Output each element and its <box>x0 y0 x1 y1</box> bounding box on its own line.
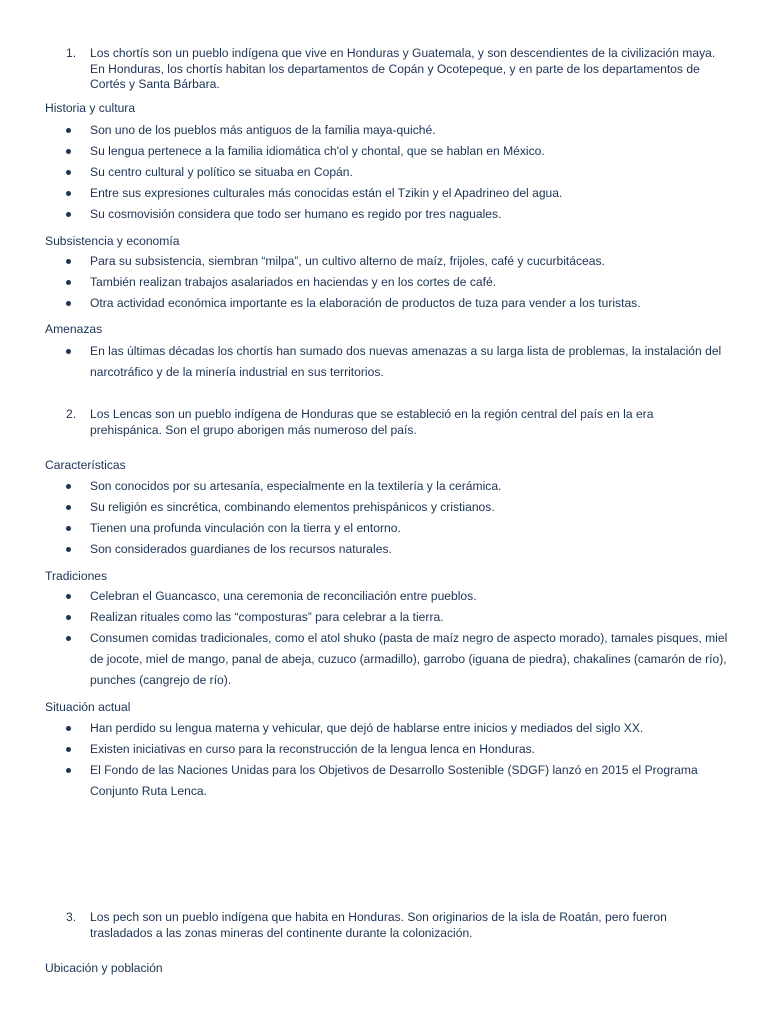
numbered-item-lencas <box>66 407 728 438</box>
heading-caracteristicas: Características <box>45 458 126 472</box>
list-item <box>64 760 728 802</box>
list-item-text: También realizan trabajos asalariados en haciendas y en los cortes de café. <box>90 275 497 289</box>
list-item <box>64 739 728 760</box>
item-text: Los Lencas son un pueblo indígena de Honduras que se estableció en la región central del país en la era prehispánica. Son el grupo aborigen más numeroso del país. <box>90 407 654 437</box>
bullet-icon <box>66 594 71 599</box>
list-item-text: Entre sus expresiones culturales más conocidas están el Tzikin y el Apadrineo del agua. <box>90 186 563 200</box>
bullet-icon <box>66 280 71 285</box>
list-item-text: Su centro cultural y político se situaba en Copán. <box>90 165 353 179</box>
list-item-text: Son conocidos por su artesanía, especialmente en la textilería y la cerámica. <box>90 479 502 493</box>
list-item <box>64 718 728 739</box>
list-item <box>64 293 728 314</box>
bullet-list-amenazas <box>64 341 728 383</box>
bullet-icon <box>66 505 71 510</box>
list-item-text: Su cosmovisión considera que todo ser humano es regido por tres naguales. <box>90 207 502 221</box>
bullet-list-situacion <box>64 718 728 802</box>
list-item <box>64 497 728 518</box>
list-item-text: El Fondo de las Naciones Unidas para los Objetivos de Desarrollo Sostenible (SDGF) lanzó en 2015 el Programa Conjunto Ruta Lenca. <box>90 763 698 798</box>
heading-situacion-actual: Situación actual <box>45 700 131 714</box>
heading-amenazas: Amenazas <box>45 322 103 336</box>
list-item-text: Son considerados guardianes de los recursos naturales. <box>90 542 392 556</box>
bullet-icon <box>66 484 71 489</box>
bullet-icon <box>66 128 71 133</box>
list-item-text: Para su subsistencia, siembran “milpa”, un cultivo alterno de maíz, frijoles, café y cucurbitáceas. <box>90 254 605 268</box>
list-item <box>64 272 728 293</box>
heading-subsistencia-y-economia: Subsistencia y economía <box>45 234 180 248</box>
bullet-icon <box>66 301 71 306</box>
bullet-icon <box>66 349 71 354</box>
list-item <box>64 518 728 539</box>
list-item-text: Realizan rituales como las “composturas” para celebrar a la tierra. <box>90 610 444 624</box>
bullet-list-tradiciones <box>64 586 728 691</box>
list-item <box>64 183 728 204</box>
list-item-text: Su religión es sincrética, combinando elementos prehispánicos y cristianos. <box>90 500 495 514</box>
list-item <box>64 628 728 691</box>
bullet-icon <box>66 149 71 154</box>
list-item <box>64 586 728 607</box>
bullet-list-historia <box>64 120 728 225</box>
list-item-text: Consumen comidas tradicionales, como el atol shuko (pasta de maíz negro de aspecto morado), tamales pisques, miel de jocote, miel de mango, panal de abeja, cuzuco (armadillo), garrobo (iguana de piedra), chakalines (camarón de río), punches (cangrejo de río). <box>90 631 728 687</box>
bullet-icon <box>66 636 71 641</box>
item-number: 1. <box>66 46 77 60</box>
bullet-icon <box>66 191 71 196</box>
list-item-text: Son uno de los pueblos más antiguos de la familia maya-quiché. <box>90 123 436 137</box>
list-item-text: Tienen una profunda vinculación con la tierra y el entorno. <box>90 521 401 535</box>
bullet-list-subsistencia <box>64 251 728 314</box>
list-item-text: En las últimas décadas los chortís han sumado dos nuevas amenazas a su larga lista de problemas, la instalación del narcotráfico y de la minería industrial en sus territorios. <box>90 344 722 379</box>
list-item <box>64 476 728 497</box>
bullet-icon <box>66 259 71 264</box>
bullet-icon <box>66 170 71 175</box>
bullet-icon <box>66 726 71 731</box>
bullet-icon <box>66 526 71 531</box>
item-text: Los chortís son un pueblo indígena que vive en Honduras y Guatemala, y son descendientes de la civilización maya. En Honduras, los chortís habitan los departamentos de Copán y Ocotepeque, y en parte de los departamentos de Cortés y Santa Bárbara. <box>90 46 716 91</box>
list-item-text: Han perdido su lengua materna y vehicular, que dejó de hablarse entre inicios y mediados del siglo XX. <box>90 721 644 735</box>
numbered-item-chortis <box>66 46 728 93</box>
bullet-icon <box>66 547 71 552</box>
bullet-list-caracteristicas <box>64 476 728 560</box>
bullet-icon <box>66 212 71 217</box>
heading-historia-y-cultura: Historia y cultura <box>45 101 136 115</box>
list-item-text: Celebran el Guancasco, una ceremonia de reconciliación entre pueblos. <box>90 589 477 603</box>
list-item <box>64 539 728 560</box>
bullet-icon <box>66 747 71 752</box>
list-item-text: Existen iniciativas en curso para la reconstrucción de la lengua lenca en Honduras. <box>90 742 536 756</box>
item-number: 2. <box>66 407 77 421</box>
list-item <box>64 162 728 183</box>
numbered-item-pech <box>66 910 728 941</box>
list-item <box>64 120 728 141</box>
list-item <box>64 341 728 383</box>
list-item <box>64 607 728 628</box>
bullet-icon <box>66 615 71 620</box>
item-text: Los pech son un pueblo indígena que habita en Honduras. Son originarios de la isla de Roatán, pero fueron trasladados a las zonas mineras del continente durante la colonización. <box>90 910 667 940</box>
heading-ubicacion-y-poblacion: Ubicación y población <box>45 961 163 975</box>
list-item <box>64 141 728 162</box>
list-item-text: Otra actividad económica importante es la elaboración de productos de tuza para vender a los turistas. <box>90 296 641 310</box>
item-number: 3. <box>66 910 77 924</box>
list-item <box>64 204 728 225</box>
heading-tradiciones: Tradiciones <box>45 569 108 583</box>
list-item <box>64 251 728 272</box>
bullet-icon <box>66 768 71 773</box>
list-item-text: Su lengua pertenece a la familia idiomática ch'ol y chontal, que se hablan en México. <box>90 144 545 158</box>
